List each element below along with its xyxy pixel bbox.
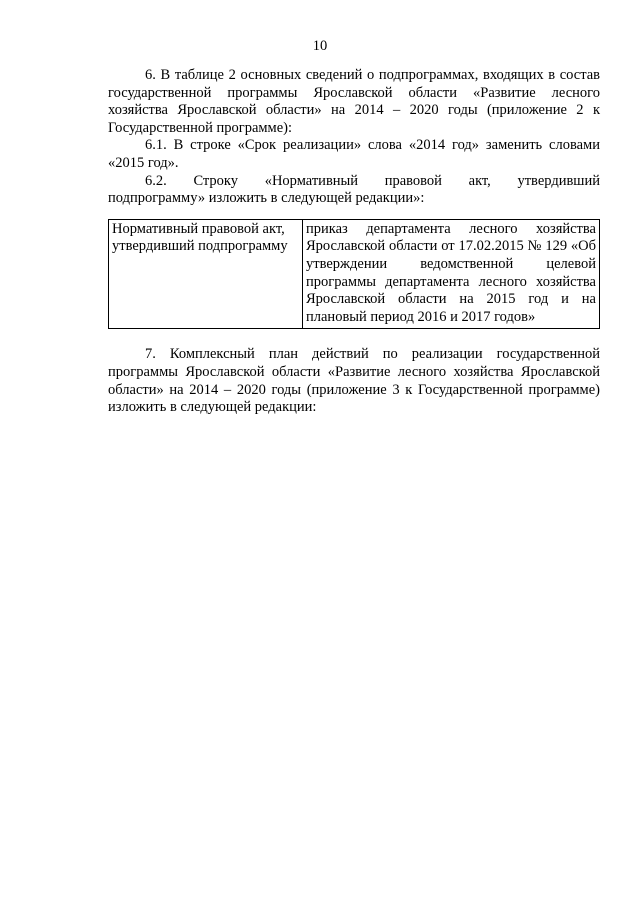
paragraph-item-6-2-line-1: 6.2. Строку «Нормативный правовой акт, утвердивший bbox=[145, 172, 600, 189]
table-cell-value: приказ департамента лесного хозяйства Ярославской области от 17.02.2015 № 129 «Об утверждении ведомственной целевой программы департамента лесного хозяйства Ярославской области на 2015 год и на плановый период 2016 и 2017 годов» bbox=[303, 219, 600, 329]
paragraph-item-6: 6. В таблице 2 основных сведений о подпрограммах, входящих в состав государственной программы Ярославской области «Развитие лесного хозяйства Ярославской области» на 2014 – 2020 годы (приложение 2 к Государственной программе): bbox=[108, 67, 600, 136]
spacer bbox=[108, 329, 600, 346]
table-cell-label: Нормативный правовой акт, утвердивший подпрограмму bbox=[109, 219, 303, 329]
page-number: 10 bbox=[312, 38, 328, 54]
paragraph-item-6-1: 6.1. В строке «Срок реализации» слова «2014 год» заменить словами «2015 год». bbox=[108, 137, 600, 171]
paragraph-item-7: 7. Комплексный план действий по реализации государственной программы Ярославской области «Развитие лесного хозяйства Ярославской области» на 2014 – 2020 годы (приложение 3 к Государственной программе) изложить в следующей редакции: bbox=[108, 346, 600, 416]
paragraph-item-6-2-line-2: подпрограмму» изложить в следующей редакции»: bbox=[108, 190, 425, 207]
normative-act-table bbox=[108, 219, 600, 330]
table-row bbox=[109, 219, 600, 329]
document-body bbox=[108, 67, 600, 417]
